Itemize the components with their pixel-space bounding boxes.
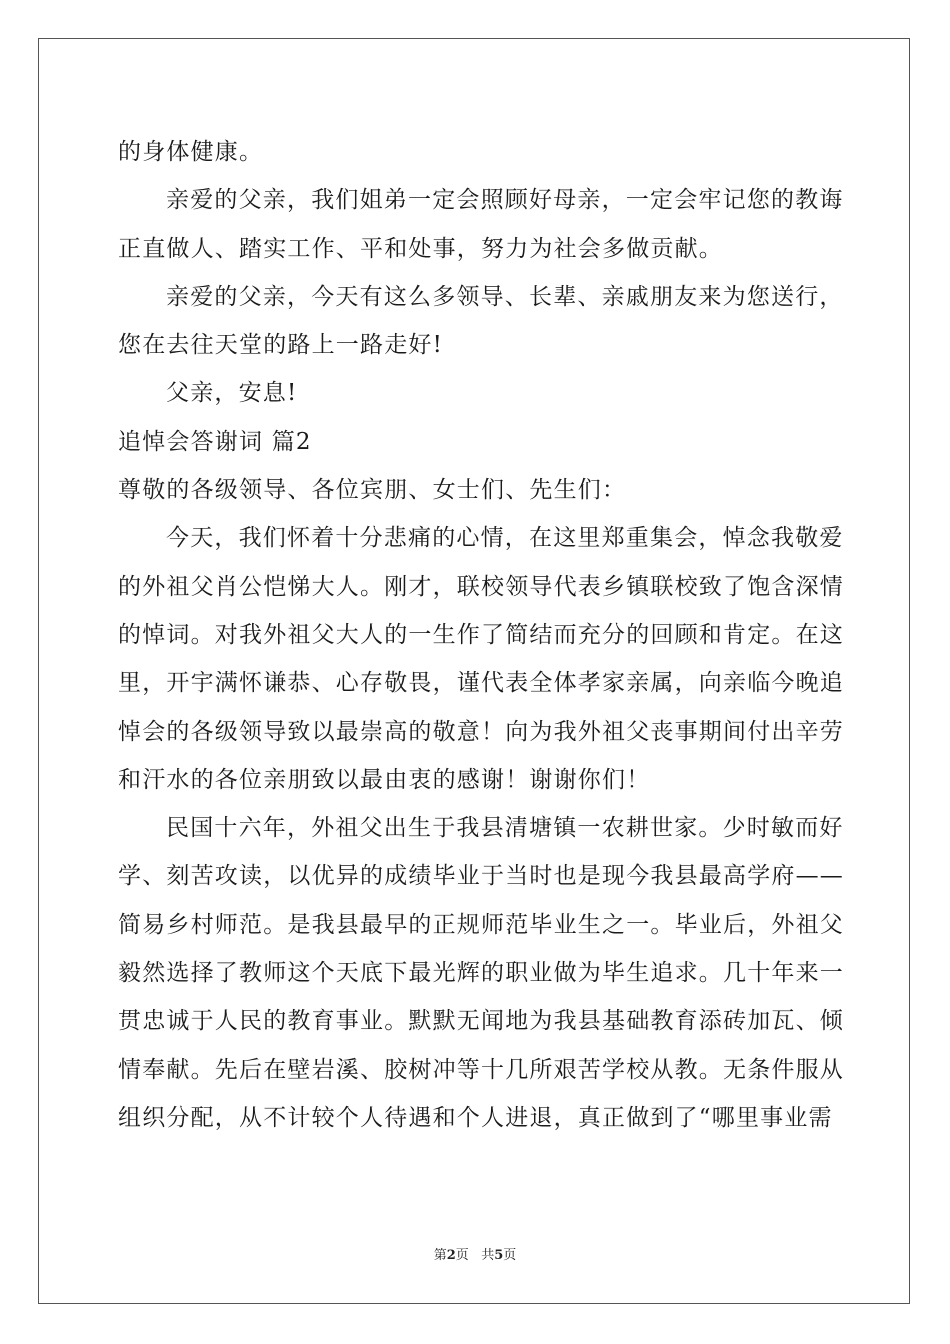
text-line: 贯忠诚于人民的教育事业。默默无闻地为我县基础教育添砖加瓦、倾 <box>118 1008 844 1035</box>
footer-page-suffix: 页 <box>455 1248 469 1263</box>
text-line: 亲爱的父亲，我们姐弟一定会照顾好母亲，一定会牢记您的教诲 <box>166 187 844 214</box>
paragraph <box>118 418 834 466</box>
current-page-number: 2 <box>446 1248 456 1263</box>
text-line: 尊敬的各级领导、各位宾朋、女士们、先生们： <box>118 477 627 504</box>
document-body <box>118 128 844 1142</box>
paragraph <box>118 369 834 417</box>
paragraph <box>118 804 844 1142</box>
text-line: 的悼词。对我外祖父大人的一生作了简结而充分的回顾和肯定。在这 <box>118 621 844 648</box>
paragraph <box>118 466 834 514</box>
text-line: 组织分配，从不计较个人待遇和个人进退，真正做到了“哪里事业需 <box>118 1104 833 1131</box>
text-line: 今天，我们怀着十分悲痛的心情，在这里郑重集会，悼念我敬爱 <box>166 525 844 552</box>
text-line: 追悼会答谢词 篇2 <box>118 428 312 455</box>
text-line: 简易乡村师范。是我县最早的正规师范毕业生之一。毕业后，外祖父 <box>118 911 844 938</box>
text-line: 亲爱的父亲，今天有这么多领导、长辈、亲戚朋友来为您送行， <box>166 283 844 310</box>
footer-total-prefix: 共 <box>481 1248 495 1263</box>
text-line: 民国十六年，外祖父出生于我县清塘镇一农耕世家。少时敏而好 <box>166 815 844 842</box>
text-line: 父亲，安息! <box>166 380 298 407</box>
footer-prefix: 第 <box>433 1248 447 1263</box>
page-footer <box>0 1247 950 1265</box>
text-line: 和汗水的各位亲朋致以最由衷的感谢！谢谢你们！ <box>118 766 651 793</box>
paragraph <box>118 176 844 273</box>
paragraph <box>118 514 844 804</box>
text-line: 情奉献。先后在壁岩溪、胶树冲等十几所艰苦学校从教。无条件服从 <box>118 1056 844 1083</box>
text-line: 的身体健康。 <box>118 139 264 165</box>
text-line: 里，开宇满怀谦恭、心存敬畏，谨代表全体孝家亲属，向亲临今晚追 <box>118 670 844 697</box>
text-line: 您在去往天堂的路上一路走好! <box>118 332 444 359</box>
total-page-number: 5 <box>494 1248 504 1263</box>
footer-total-suffix: 页 <box>503 1248 517 1263</box>
paragraph <box>118 128 834 176</box>
text-line: 毅然选择了教师这个天底下最光辉的职业做为毕生追求。几十年来一 <box>118 960 844 987</box>
text-line: 的外祖父肖公恺悌大人。刚才，联校领导代表乡镇联校致了饱含深情 <box>118 573 844 600</box>
paragraph <box>118 273 844 370</box>
text-line: 正直做人、踏实工作、平和处事，努力为社会多做贡献。 <box>118 235 723 262</box>
text-line: 悼会的各级领导致以最崇高的敬意！向为我外祖父丧事期间付出辛劳 <box>118 718 844 745</box>
text-line: 学、刻苦攻读，以优异的成绩毕业于当时也是现今我县最高学府—— <box>118 863 844 890</box>
